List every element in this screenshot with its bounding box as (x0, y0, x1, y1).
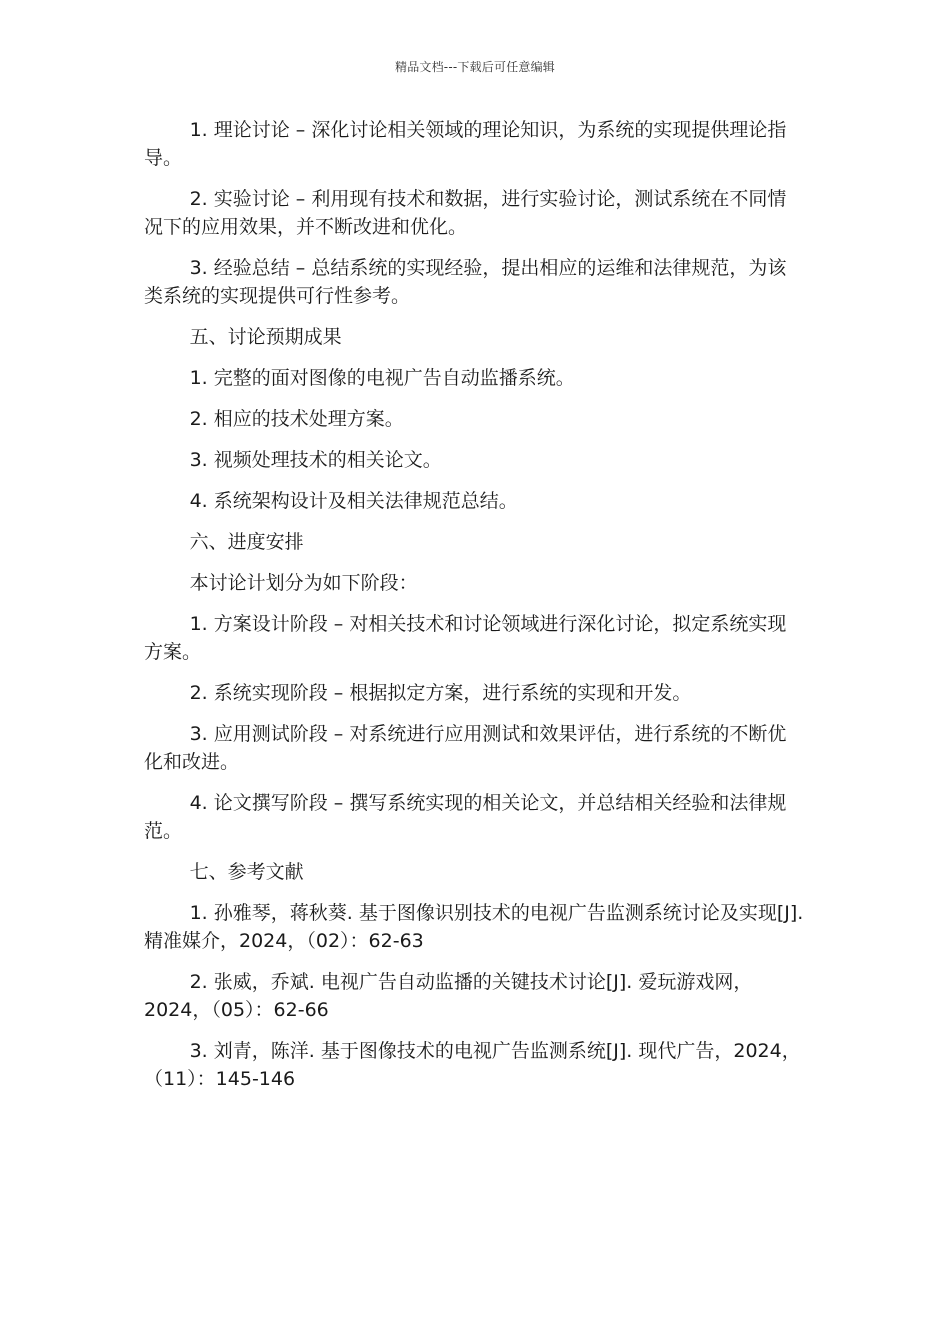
section-heading-schedule: 六、进度安排 (189, 531, 304, 553)
section-heading-expected-results: 五、讨论预期成果 (189, 326, 342, 348)
reference-item-2: 2. 张威，乔斌. 电视广告自动监播的关键技术讨论[J]. 爱玩游戏网，2024，（05）：62-66 (144, 971, 753, 1021)
paragraph-result-3: 3. 视频处理技术的相关论文。 (189, 449, 442, 471)
paragraph-stage-3: 3. 应用测试阶段 – 对系统进行应用测试和效果评估，进行系统的不断优化和改进。 (144, 723, 787, 773)
paragraph-experience-summary: 3. 经验总结 – 总结系统的实现经验，提出相应的运维和法律规范，为该类系统的实现提供可行性参考。 (144, 257, 787, 307)
paragraph-theory-discussion: 1. 理论讨论 – 深化讨论相关领域的理论知识，为系统的实现提供理论指导。 (144, 119, 787, 169)
paragraph-result-2: 2. 相应的技术处理方案。 (189, 408, 404, 430)
document-body (144, 116, 804, 1106)
paragraph-schedule-intro: 本讨论计划分为如下阶段： (189, 572, 418, 594)
reference-item-1: 1. 孙雅琴，蒋秋葵. 基于图像识别技术的电视广告监测系统讨论及实现[J]. 精准媒介，2024，（02）：62-63 (144, 902, 804, 952)
paragraph-experiment-discussion: 2. 实验讨论 – 利用现有技术和数据，进行实验讨论，测试系统在不同情况下的应用效果，并不断改进和优化。 (144, 188, 787, 238)
paragraph-stage-4: 4. 论文撰写阶段 – 撰写系统实现的相关论文，并总结相关经验和法律规范。 (144, 792, 787, 842)
paragraph-stage-2: 2. 系统实现阶段 – 根据拟定方案，进行系统的实现和开发。 (189, 682, 692, 704)
paragraph-result-1: 1. 完整的面对图像的电视广告自动监播系统。 (189, 367, 575, 389)
section-heading-references: 七、参考文献 (189, 861, 304, 883)
page-header: 精品文档---下载后可任意编辑 (395, 60, 555, 74)
paragraph-result-4: 4. 系统架构设计及相关法律规范总结。 (189, 490, 518, 512)
reference-item-3: 3. 刘青，陈洋. 基于图像技术的电视广告监测系统[J]. 现代广告，2024，（11）：145-146 (144, 1040, 801, 1090)
paragraph-stage-1: 1. 方案设计阶段 – 对相关技术和讨论领域进行深化讨论，拟定系统实现方案。 (144, 613, 787, 663)
